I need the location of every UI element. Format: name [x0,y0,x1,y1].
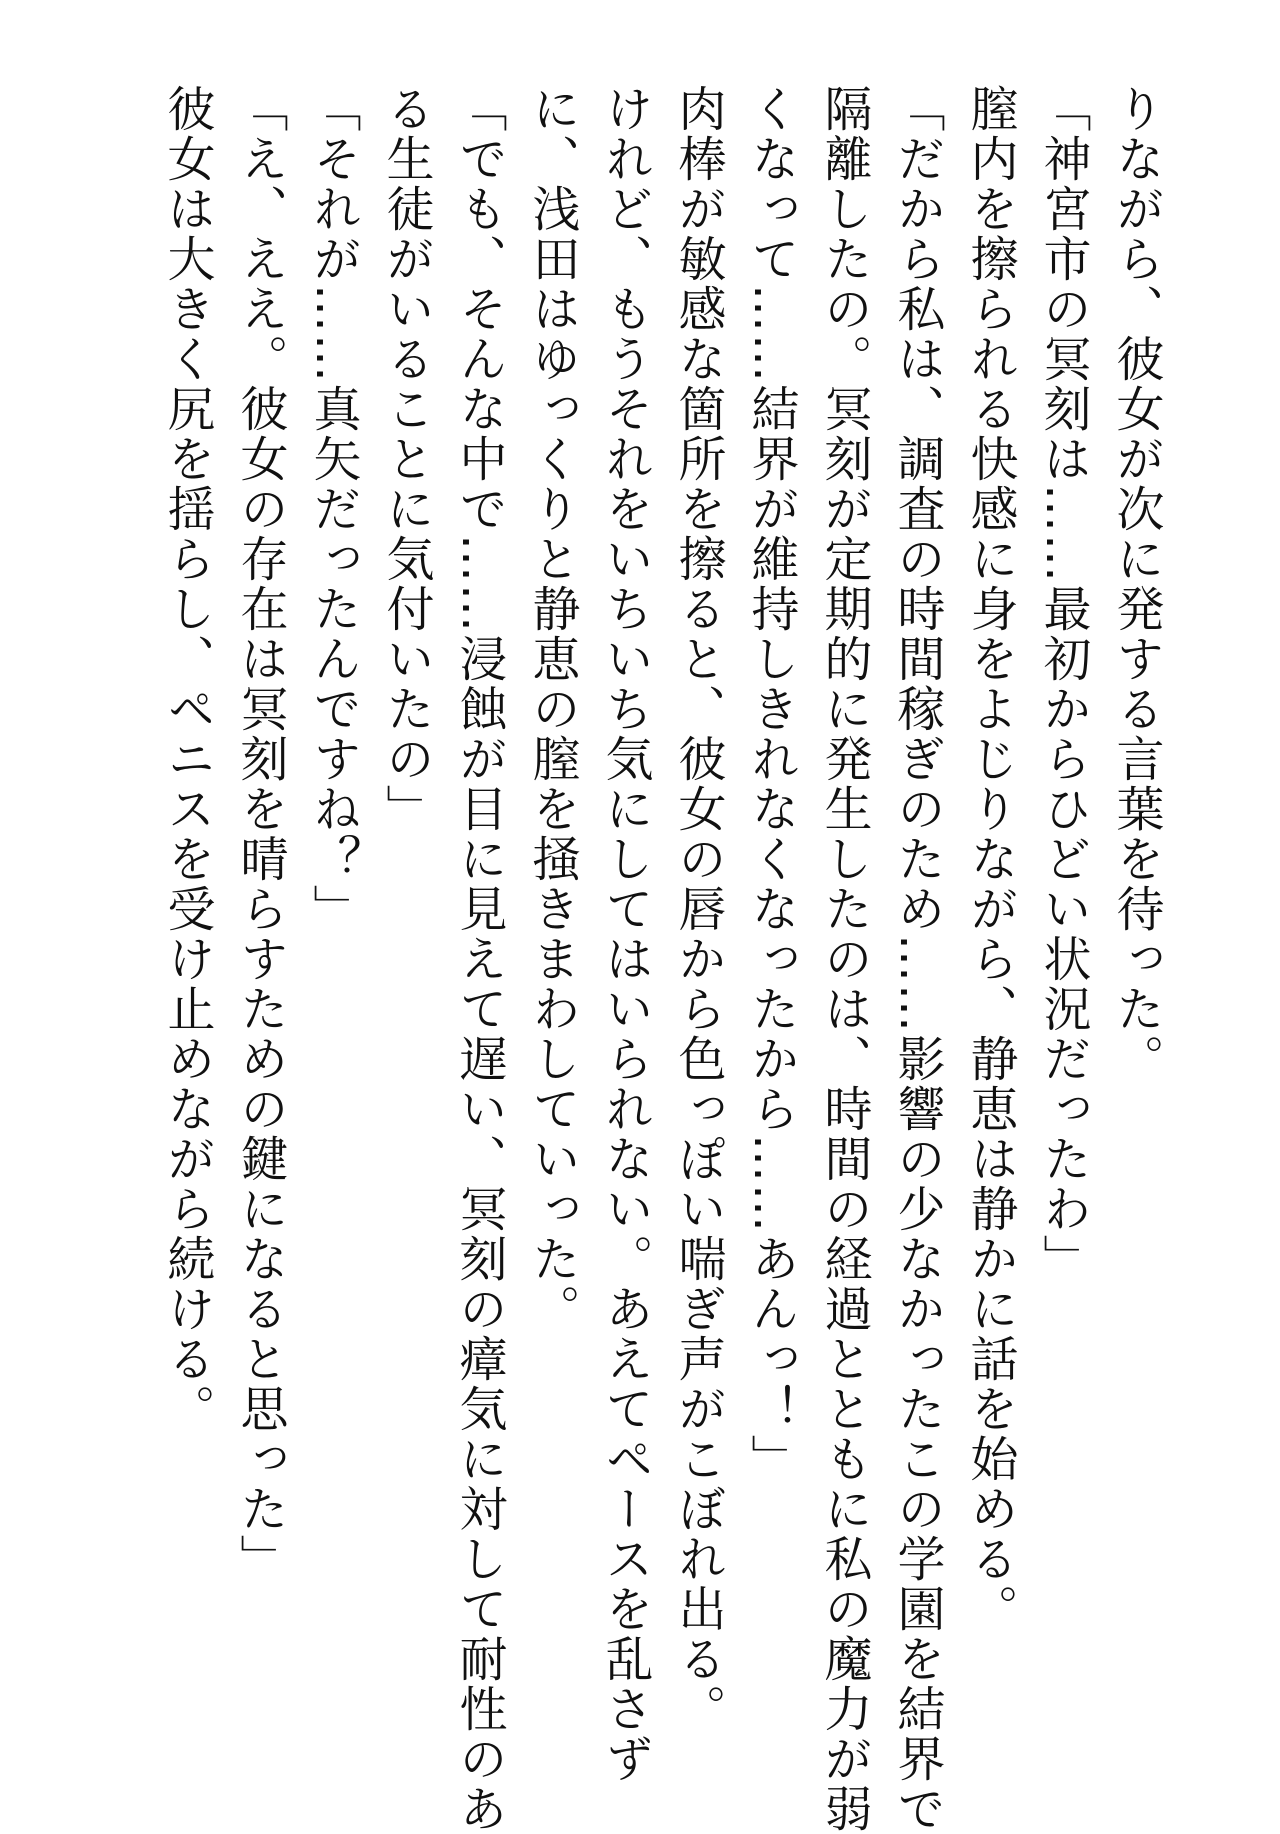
text-line: 膣内を擦られる快感に身をよじりながら、静恵は静かに話を始める。 [962,84,1018,1634]
text-line: に、浅田はゆっくりと静恵の膣を掻きまわしていった。 [524,84,580,1334]
text-line: 「え、ええ。彼女の存在は冥刻を晴らすための鍵になると思った」 [232,84,288,1584]
text-line: 「だから私は、調査の時間稼ぎのため……影響の少なかったこの学園を結界で [889,84,945,1834]
vertical-text-body [150,84,1172,1834]
text-line: 「でも、そんな中で……浸蝕が目に見えて遅い、冥刻の瘴気に対して耐性のあ [451,84,507,1834]
text-line: 「神宮市の冥刻は……最初からひどい状況だったわ」 [1035,84,1091,1284]
text-line: 彼女は大きく尻を揺らし、ペニスを受け止めながら続ける。 [159,84,215,1434]
text-line: 隔離したの。冥刻が定期的に発生したのは、時間の経過とともに私の魔力が弱 [816,84,872,1834]
text-line: 「それが……真矢だったんですね？」 [305,84,361,934]
text-line: くなって……結界が維持しきれなくなったから……あんっ！」 [743,84,799,1484]
text-line: る生徒がいることに気付いたの」 [378,84,434,834]
text-line: りながら、彼女が次に発する言葉を待った。 [1108,84,1164,1084]
text-line: けれど、もうそれをいちいち気にしてはいられない。あえてペースを乱さず [597,84,653,1784]
text-line: 肉棒が敏感な箇所を擦ると、彼女の唇から色っぽい喘ぎ声がこぼれ出る。 [670,84,726,1734]
